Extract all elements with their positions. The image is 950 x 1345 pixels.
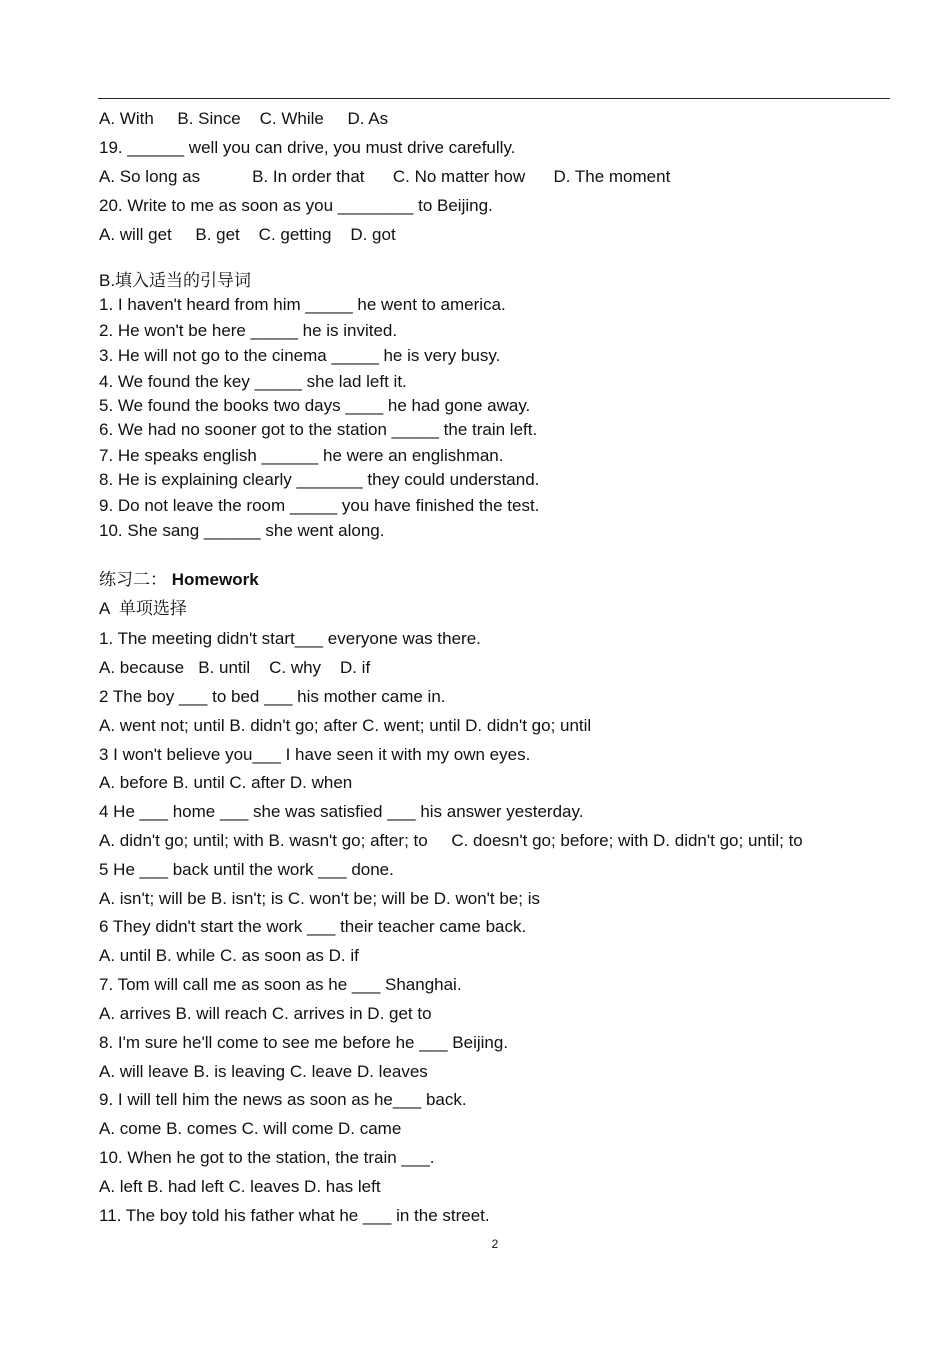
- hw-line-9: 5 He ___ back until the work ___ done.: [99, 860, 394, 879]
- exercise2-heading: [99, 570, 259, 590]
- hw-line-21: 11. The boy told his father what he ___ in the street.: [99, 1206, 490, 1225]
- hw-line-2: A. because B. until C. why D. if: [99, 658, 371, 677]
- exercise2-title: Homework: [171, 570, 259, 589]
- hw-line-12: A. until B. while C. as soon as D. if: [99, 946, 359, 965]
- header-rule: [98, 98, 890, 99]
- hw-line-3: 2 The boy ___ to bed ___ his mother came in.: [99, 687, 446, 706]
- hw-line-8: A. didn't go; until; with B. wasn't go; after; to C. doesn't go; before; with D. didn't go; until; to: [99, 831, 803, 850]
- options-line-19: A. So long as B. In order that C. No matter how D. The moment: [99, 167, 671, 186]
- fill-item-10: 10. She sang ______ she went along.: [99, 521, 385, 540]
- hw-line-15: 8. I'm sure he'll come to see me before he ___ Beijing.: [99, 1033, 509, 1052]
- hw-line-16: A. will leave B. is leaving C. leave D. leaves: [99, 1062, 428, 1081]
- hw-line-19: 10. When he got to the station, the train ___.: [99, 1148, 435, 1167]
- hw-line-4: A. went not; until B. didn't go; after C. went; until D. didn't go; until: [99, 716, 592, 735]
- fill-item-1: 1. I haven't heard from him _____ he went to america.: [99, 295, 506, 314]
- options-line-20: A. will get B. get C. getting D. got: [99, 225, 396, 244]
- fill-item-6: 6. We had no sooner got to the station _____ the train left.: [99, 420, 538, 439]
- page-number: 2: [491, 1237, 499, 1251]
- fill-item-7: 7. He speaks english ______ he were an englishman.: [99, 446, 504, 465]
- fill-item-9: 9. Do not leave the room _____ you have finished the test.: [99, 496, 540, 515]
- fill-item-5: 5. We found the books two days ____ he had gone away.: [99, 396, 531, 415]
- hw-line-11: 6 They didn't start the work ___ their teacher came back.: [99, 917, 527, 936]
- exercise2-subtitle: A 单项选择: [99, 599, 187, 618]
- fill-item-8: 8. He is explaining clearly _______ they could understand.: [99, 470, 540, 489]
- question-20: 20. Write to me as soon as you ________ to Beijing.: [99, 196, 493, 215]
- hw-line-5: 3 I won't believe you___ I have seen it with my own eyes.: [99, 745, 531, 764]
- hw-line-20: A. left B. had left C. leaves D. has left: [99, 1177, 381, 1196]
- hw-line-10: A. isn't; will be B. isn't; is C. won't be; will be D. won't be; is: [99, 889, 540, 908]
- hw-line-17: 9. I will tell him the news as soon as he___ back.: [99, 1090, 467, 1109]
- hw-line-1: 1. The meeting didn't start___ everyone was there.: [99, 629, 481, 648]
- hw-line-7: 4 He ___ home ___ she was satisfied ___ his answer yesterday.: [99, 802, 584, 821]
- fill-item-4: 4. We found the key _____ she lad left it.: [99, 372, 407, 391]
- hw-line-18: A. come B. comes C. will come D. came: [99, 1119, 402, 1138]
- hw-line-14: A. arrives B. will reach C. arrives in D. get to: [99, 1004, 432, 1023]
- question-19: 19. ______ well you can drive, you must drive carefully.: [99, 138, 516, 157]
- fill-item-2: 2. He won't be here _____ he is invited.: [99, 321, 398, 340]
- hw-line-6: A. before B. until C. after D. when: [99, 773, 353, 792]
- exercise2-prefix: 练习二：: [99, 570, 167, 589]
- options-line-18: A. With B. Since C. While D. As: [99, 109, 389, 128]
- hw-line-13: 7. Tom will call me as soon as he ___ Shanghai.: [99, 975, 462, 994]
- fill-item-3: 3. He will not go to the cinema _____ he is very busy.: [99, 346, 501, 365]
- section-b-title: B.填入适当的引导词: [99, 271, 252, 290]
